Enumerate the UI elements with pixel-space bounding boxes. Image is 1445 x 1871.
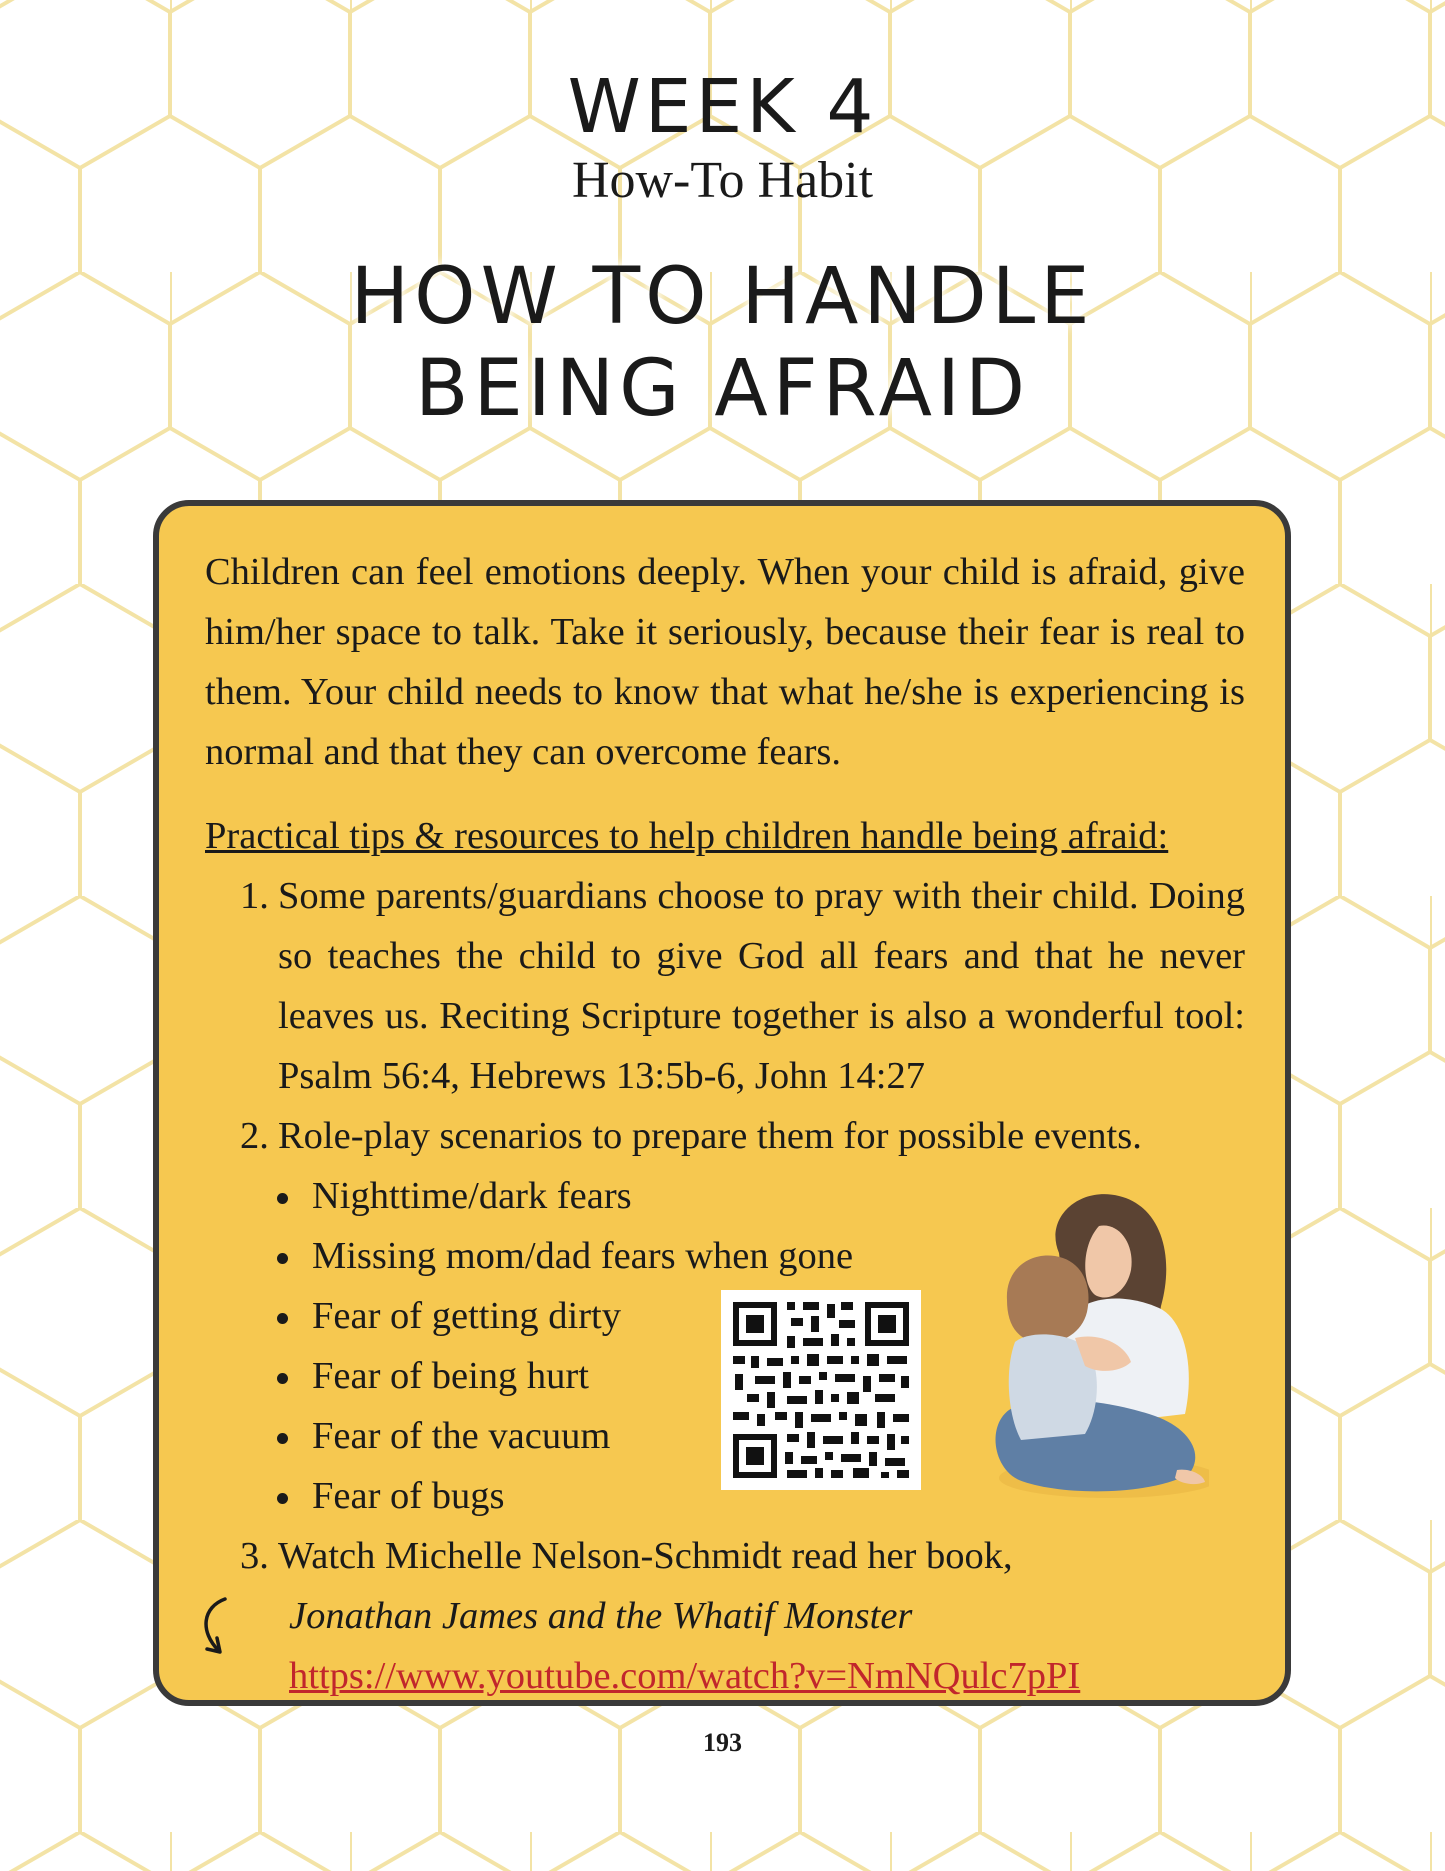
tip-number-3: 3.	[240, 1535, 269, 1577]
tip-number-2: 2.	[240, 1115, 269, 1157]
qr-code-icon[interactable]	[721, 1290, 921, 1490]
scenario-item: Fear of the vacuum	[205, 1406, 1245, 1466]
week-label: WEEK 4	[567, 64, 878, 150]
tip-item-3	[205, 1526, 1245, 1586]
page-title	[0, 251, 1445, 435]
tips-list	[205, 866, 1245, 1166]
scenario-item: Missing mom/dad fears when gone	[205, 1226, 1245, 1286]
tip-text-2: Role-play scenarios to prepare them for possible events.	[278, 1115, 1142, 1157]
page-number: 193	[703, 1728, 742, 1757]
page-subtitle: How-To Habit	[571, 152, 874, 209]
scenario-item: Fear of being hurt	[205, 1346, 1245, 1406]
scenario-item: Nighttime/dark fears	[205, 1166, 1245, 1226]
page-header	[0, 64, 1445, 435]
curved-arrow-icon	[197, 1593, 237, 1663]
card-content	[205, 542, 1245, 1706]
mother-hugging-child-icon	[949, 1178, 1209, 1518]
tip-text-1: Some parents/guardians choose to pray with their child. Doing so teaches the child to give God all fears and that he never leaves us. Reciting Scripture together is also a wonderful tool: Psalm 56:4, Hebrews 13:5b-6, John 14:27	[278, 875, 1245, 1097]
content-card	[153, 500, 1291, 1706]
tip-text-3: Watch Michelle Nelson-Schmidt read her book,	[278, 1535, 1013, 1577]
title-line-1: HOW TO HANDLE	[350, 252, 1095, 343]
intro-paragraph: Children can feel emotions deeply. When your child is afraid, give him/her space to talk. Take it seriously, because their fear is real to them. Your child needs to know that what he/she is experiencing is normal and that they can overcome fears.	[205, 551, 1245, 773]
tip-item-1	[205, 866, 1245, 1106]
scenario-item: Fear of getting dirty	[205, 1286, 1245, 1346]
scenario-item: Fear of bugs	[205, 1466, 1245, 1526]
tip-number-1: 1.	[240, 875, 269, 917]
video-link[interactable]: https://www.youtube.com/watch?v=NmNQulc7pPI	[289, 1655, 1081, 1697]
tips-heading: Practical tips & resources to help children handle being afraid:	[205, 815, 1169, 857]
title-line-2: BEING AFRAID	[414, 344, 1031, 435]
tip-item-2	[205, 1106, 1245, 1166]
book-title: Jonathan James and the Whatif Monster	[289, 1595, 913, 1637]
